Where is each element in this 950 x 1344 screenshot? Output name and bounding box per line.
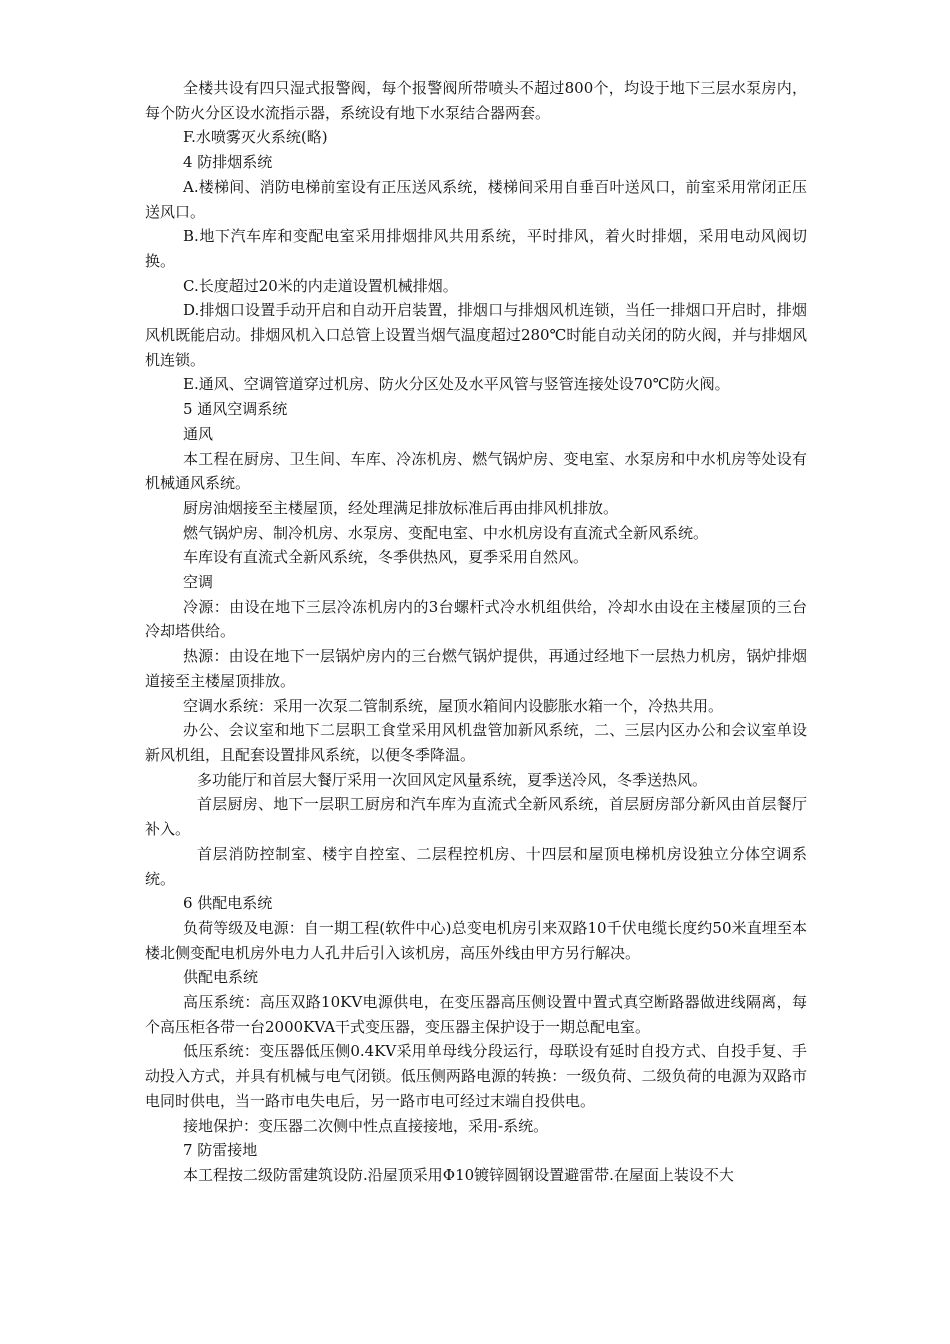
paragraph-high-voltage: 高压系统：高压双路10KV电源供电，在变压器高压侧设置中置式真空断路器做进线隔离，每个高压柜各带一台2000KVA干式变压器，变压器主保护设于一期总配电室。 — [145, 993, 807, 1036]
paragraph-lightning-protection: 本工程按二级防雷建筑设防.沿屋顶采用Φ10镀锌圆钢设置避雷带.在屋面上装设不大 — [183, 1165, 734, 1184]
section-heading-smoke-control: 4 防排烟系统 — [183, 153, 273, 172]
paragraph-low-voltage: 低压系统：变压器低压侧0.4KV采用单母线分段运行，母联设有延时自投方式、自投手复、手动投入方式，并具有机械与电气闭锁。低压侧两路电源的转换：一级负荷、二级负荷的电源为双路市电同时供电，当一路市电失电后，另一路市电可经过末端自投供电。 — [145, 1042, 807, 1110]
paragraph-smoke-vents: D.排烟口设置手动开启和自动开启装置，排烟口与排烟风机连锁，当任一排烟口开启时，排烟风机既能启动。排烟风机入口总管上设置当烟气温度超过280℃时能自动关闭的防火阀，并与排烟风机连锁。 — [145, 301, 807, 369]
subheading-power-distribution: 供配电系统 — [183, 968, 259, 987]
paragraph-kitchen-fumes: 厨房油烟接至主楼屋顶，经处理满足排放标准后再由排风机排放。 — [183, 498, 619, 517]
paragraph-mechanical-ventilation: 本工程在厨房、卫生间、车库、冷冻机房、燃气锅炉房、变电室、水泵房和中水机房等处设有机械通风系统。 — [145, 449, 807, 493]
paragraph-cooling-source: 冷源：由设在地下三层冷冻机房内的3台螺杆式冷水机组供给，冷却水由设在主楼屋顶的三台冷却塔供给。 — [145, 597, 807, 641]
paragraph-alarm-valves: 全楼共设有四只湿式报警阀，每个报警阀所带喷头不超过800个，均设于地下三层水泵房内，每个防火分区设水流指示器，系统设有地下水泵结合器两套。 — [145, 79, 807, 122]
section-heading-power-supply: 6 供配电系统 — [183, 894, 273, 913]
paragraph-load-level: 负荷等级及电源：自一期工程(软件中心)总变电机房引来双路10千伏电缆长度约50米直埋至本楼北侧变配电机房外电力人孔井后引入该机房，高压外线由甲方另行解决。 — [145, 918, 807, 962]
document-body — [145, 76, 807, 1188]
paragraph-garage-exhaust: B.地下汽车库和变配电室采用排烟排风共用系统，平时排风，着火时排烟，采用电动风阀切换。 — [145, 227, 807, 270]
paragraph-pressurization: A.楼梯间、消防电梯前室设有正压送风系统，楼梯间采用自垂百叶送风口，前室采用常闭正压送风口。 — [145, 177, 807, 221]
paragraph-water-system: 空调水系统：采用一次泵二管制系统，屋顶水箱间内设膨胀水箱一个，冷热共用。 — [183, 696, 724, 715]
section-heading-hvac: 5 通风空调系统 — [183, 400, 288, 419]
paragraph-kitchen-fresh-air: 首层厨房、地下一层职工厨房和汽车库为直流式全新风系统，首层厨房部分新风由首层餐厅补入。 — [145, 795, 807, 839]
paragraph-multipurpose-hall: 多功能厅和首层大餐厅采用一次回风定风量系统，夏季送冷风，冬季送热风。 — [197, 770, 708, 789]
paragraph-fan-coil: 办公、会议室和地下二层职工食堂采用风机盘管加新风系统，二、三层内区办公和会议室单设新风机组，且配套设置排风系统，以便冬季降温。 — [145, 721, 807, 764]
paragraph-water-mist: F.水喷雾灭火系统(略) — [183, 128, 328, 147]
paragraph-fire-dampers: E.通风、空调管道穿过机房、防火分区处及水平风管与竖管连接处设70℃防火阀。 — [183, 375, 730, 394]
section-heading-lightning: 7 防雷接地 — [183, 1141, 258, 1160]
paragraph-garage-fresh-air: 车库设有直流式全新风系统，冬季供热风，夏季采用自然风。 — [183, 548, 589, 567]
paragraph-plant-rooms: 燃气锅炉房、制冷机房、水泵房、变配电室、中水机房设有直流式全新风系统。 — [183, 523, 709, 542]
subheading-air-conditioning: 空调 — [183, 573, 214, 592]
paragraph-corridor-exhaust: C.长度超过20米的内走道设置机械排烟。 — [183, 276, 458, 295]
paragraph-heat-source: 热源：由设在地下一层锅炉房内的三台燃气锅炉提供，再通过经地下一层热力机房，锅炉排烟道接至主楼屋顶排放。 — [145, 647, 807, 690]
paragraph-split-ac: 首层消防控制室、楼宇自控室、二层程控机房、十四层和屋顶电梯机房设独立分体空调系统。 — [145, 844, 807, 888]
paragraph-grounding-protection: 接地保护：变压器二次侧中性点直接接地，采用-系统。 — [183, 1116, 549, 1135]
subheading-ventilation: 通风 — [183, 424, 214, 443]
